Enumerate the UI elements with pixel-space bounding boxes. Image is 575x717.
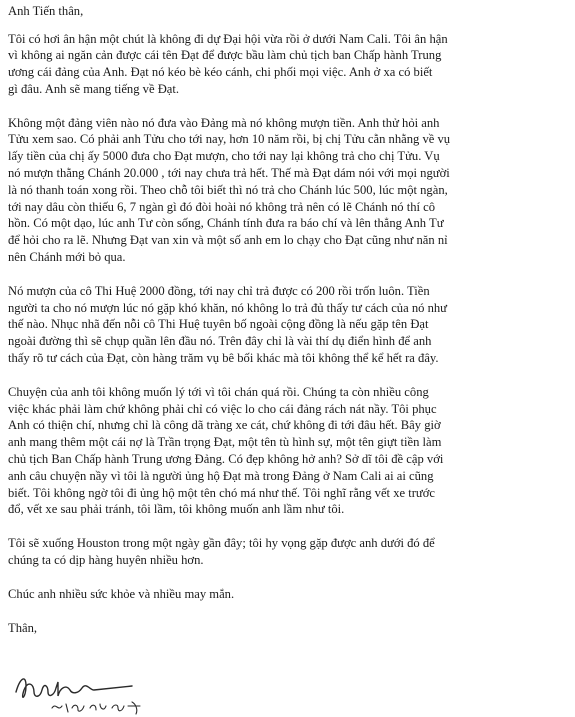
text-line: hồn. Có một dạo, lúc anh Tư còn sống, Chánh tính đưa ra báo chí và lên thẳng Anh Tư (8, 216, 444, 231)
text-line: tới nay dâu còn thiếu 6, 7 ngàn gì đó đòi hoài nó không trả nên có lẽ Chánh nó thí cô (8, 199, 436, 214)
letter-paragraph-5 (8, 535, 565, 569)
text-line: Tửu xem sao. Có phải anh Tửu cho tới nay, hơn 10 năm rồi, bị chị Tửu cằn nhằng về vụ (8, 132, 451, 147)
letter-closing: Chúc anh nhiều sức khỏe và nhiều may mắn. (8, 586, 235, 601)
letter-paragraph-2 (8, 115, 565, 266)
text-line: ngoài đường thì sẽ chụp quần lên đầu nó. Trên đây chỉ là vài thí dụ điển hình để anh (8, 334, 432, 349)
text-line: đổ, vết xe sau phải tránh, tôi lầm, tôi không muốn anh lầm như tôi. (8, 502, 345, 517)
text-line: để hỏi cho ra lẽ. Nhưng Đạt van xin và một số anh em lo chạy cho Đạt cũng như năn nỉ (8, 233, 448, 248)
text-line: nên Chánh mới bỏ qua. (8, 250, 126, 265)
letter-sign-off: Thân, (8, 620, 38, 635)
text-line: biết. Tôi không ngờ tôi đi ủng hộ một tên chó má như thế. Tôi nghĩ rằng vết xe trước (8, 485, 435, 500)
text-line: Tôi sẽ xuống Houston trong một ngày gần đây; tôi hy vọng gặp được anh dưới đó để (8, 536, 435, 551)
text-line: gì đâu. Anh sẽ mang tiếng về Đạt. (8, 81, 180, 96)
text-line: Tôi có hơi ân hận một chút là không đi dự Đại hội vừa rồi ở dưới Nam Cali. Tôi ân hận (8, 31, 448, 46)
text-line: là nó thanh toán xong rồi. Theo chỗ tôi biết thì nó trả cho Chánh lúc 500, lúc một ngàn, (8, 182, 448, 197)
text-line: thế nào. Nhục nhã đến nỗi cô Thi Huệ tuyên bố ngoài cộng đồng là nếu gặp tên Đạt (8, 317, 429, 332)
text-line: Anh có thiện chí, nhưng chỉ là công dã tràng xe cát, chứ không đi tới đâu hết. Bây giờ (8, 418, 441, 433)
text-line: chúng ta có dịp hàng huyên nhiều hơn. (8, 553, 204, 568)
text-line: anh mang thêm một cái nợ là Trần trọng Đạt, một tên tù hình sự, một tên giựt tiền làm (8, 435, 442, 450)
text-line: Chuyện của anh tôi không muốn lý tới vì tôi chán quá rồi. Chúng ta còn nhiều công (8, 384, 429, 399)
text-line: anh câu chuyện nầy vì tôi là người ủng hộ Đạt mà trong Đảng ở Nam Cali ai ai cũng (8, 468, 434, 483)
letter-paragraph-4 (8, 384, 565, 518)
handwritten-signature (12, 668, 192, 716)
text-line: thấy rõ tư cách của Đạt, còn hàng trăm vụ bê bối khác mà tôi không thể kể hết ra đây. (8, 351, 439, 366)
text-line: lấy tiền của chị ấy 5000 đưa cho Đạt mượn, cho tới nay lại không trả cho chị Tửu. Vụ (8, 149, 440, 164)
text-line: người ta cho nó mượn lúc nó gặp khó khăn, nó không lo trả đủ thấy tư cách của nó như (8, 300, 447, 315)
text-line: vì không ai ngăn cản được cái tên Đạt để được bầu làm chủ tịch ban Chấp hành Trung (8, 48, 442, 63)
letter-salutation: Anh Tiến thân, (8, 4, 84, 18)
text-line: ương cái đảng của Anh. Đạt nó kéo bè kéo cánh, chi phối mọi việc. Anh ở xa có biết (8, 65, 433, 80)
text-line: Nó mượn của cô Thi Huệ 2000 đồng, tới nay chỉ trả được có 200 rồi trốn luôn. Tiền (8, 283, 430, 298)
text-line: nó mượn thằng Chánh 20.000 , tới nay chưa trả hết. Thế mà Đạt dám nói với mọi người (8, 166, 450, 181)
letter-paragraph-3 (8, 283, 565, 367)
text-line: Không một đảng viên nào nó đưa vào Đảng mà nó không mượn tiền. Anh thử hỏi anh (8, 115, 440, 130)
text-line: chủ tịch Ban Chấp hành Trung ương Đảng. Có đẹp không hở anh? Sở dĩ tôi đề cập với (8, 452, 444, 467)
text-line: việc khác phải làm chứ không phải chỉ có việc lo cho cái đảng rách nát nầy. Tôi phục (8, 401, 437, 416)
letter-paragraph-1 (8, 31, 565, 98)
